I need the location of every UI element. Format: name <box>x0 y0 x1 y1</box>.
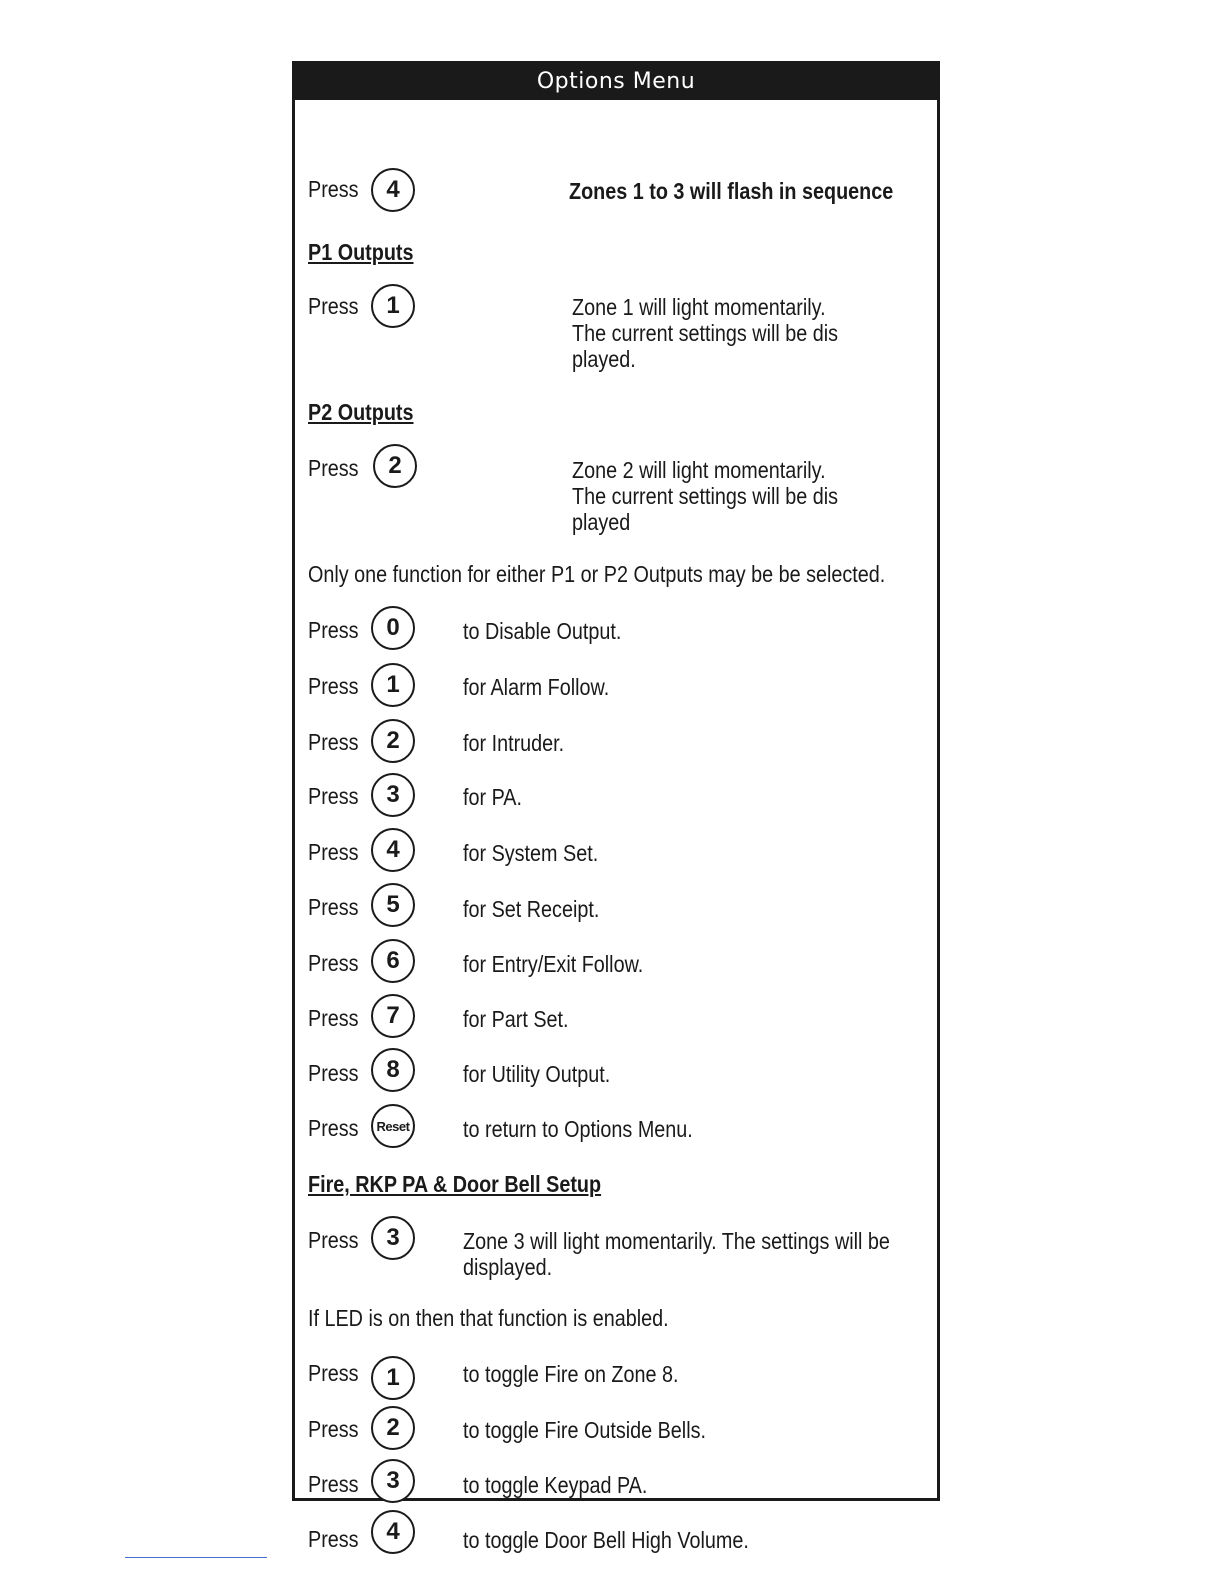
press-label: Press <box>308 176 359 202</box>
option-text: for Part Set. <box>463 1006 569 1032</box>
options-menu-panel <box>292 61 940 1553</box>
p2-description <box>572 457 838 535</box>
key-7-button: 7 <box>371 994 415 1038</box>
press-label: Press <box>308 1526 359 1552</box>
key-2-button: 2 <box>371 1406 415 1450</box>
p1-description <box>572 294 838 372</box>
press-label: Press <box>308 783 359 809</box>
p2-line: The current settings will be dis <box>572 483 839 509</box>
toggle-text: to toggle Keypad PA. <box>463 1472 648 1498</box>
option-text: for PA. <box>463 784 523 810</box>
press-label: Press <box>308 455 359 481</box>
options-menu-title: Options Menu <box>295 64 937 100</box>
press-label: Press <box>308 673 359 699</box>
fire-setup-heading: Fire, RKP PA & Door Bell Setup <box>308 1171 602 1197</box>
press-label: Press <box>308 729 359 755</box>
p2-line: played <box>572 509 631 535</box>
fire-line: displayed. <box>463 1254 553 1280</box>
fire-description <box>463 1228 890 1280</box>
press-label: Press <box>308 1060 359 1086</box>
key-5-button: 5 <box>371 883 415 927</box>
press-label: Press <box>308 894 359 920</box>
p1-line: Zone 1 will light momentarily. <box>572 294 826 320</box>
press-label: Press <box>308 1471 359 1497</box>
p2-line: Zone 2 will light momentarily. <box>572 457 826 483</box>
key-2-button: 2 <box>371 719 415 763</box>
p1-line: The current settings will be dis <box>572 320 839 346</box>
key-4-button: 4 <box>371 828 415 872</box>
p2-outputs-heading: P2 Outputs <box>308 399 414 425</box>
option-text: for Alarm Follow. <box>463 674 610 700</box>
footer-link-underline <box>125 1557 267 1558</box>
option-text: for Utility Output. <box>463 1061 611 1087</box>
p1-outputs-heading: P1 Outputs <box>308 239 414 265</box>
key-1-button: 1 <box>371 663 415 707</box>
option-text: for Entry/Exit Follow. <box>463 951 644 977</box>
press-label: Press <box>308 1115 359 1141</box>
reset-key-button: Reset <box>371 1104 415 1148</box>
p1-line: played. <box>572 346 636 372</box>
key-2-button: 2 <box>373 444 417 488</box>
toggle-text: to toggle Fire Outside Bells. <box>463 1417 706 1443</box>
key-4-button: 4 <box>371 168 415 212</box>
option-text: to Disable Output. <box>463 618 622 644</box>
fire-line: Zone 3 will light momentarily. The settings will be <box>463 1228 890 1254</box>
key-3-button: 3 <box>371 773 415 817</box>
press-label: Press <box>308 950 359 976</box>
press-label: Press <box>308 293 359 319</box>
press-label: Press <box>308 1360 359 1386</box>
led-note: If LED is on then that function is enabled. <box>308 1305 669 1331</box>
press-label: Press <box>308 617 359 643</box>
press-label: Press <box>308 1416 359 1442</box>
press-label: Press <box>308 1227 359 1253</box>
toggle-text: to toggle Fire on Zone 8. <box>463 1361 679 1387</box>
key-3-button: 3 <box>371 1216 415 1260</box>
key-1-button: 1 <box>371 284 415 328</box>
key-4-button: 4 <box>371 1510 415 1554</box>
press-label: Press <box>308 839 359 865</box>
key-1-button: 1 <box>371 1356 415 1400</box>
option-text: to return to Options Menu. <box>463 1116 693 1142</box>
only-one-function-note: Only one function for either P1 or P2 Outputs may be be selected. <box>308 561 886 587</box>
zones-flash-text: Zones 1 to 3 will flash in sequence <box>569 178 894 204</box>
key-3-button: 3 <box>371 1459 415 1503</box>
option-text: for Set Receipt. <box>463 896 600 922</box>
option-text: for System Set. <box>463 840 599 866</box>
press-label: Press <box>308 1005 359 1031</box>
toggle-text: to toggle Door Bell High Volume. <box>463 1527 749 1553</box>
key-8-button: 8 <box>371 1048 415 1092</box>
option-text: for Intruder. <box>463 730 565 756</box>
key-6-button: 6 <box>371 939 415 983</box>
key-0-button: 0 <box>371 606 415 650</box>
